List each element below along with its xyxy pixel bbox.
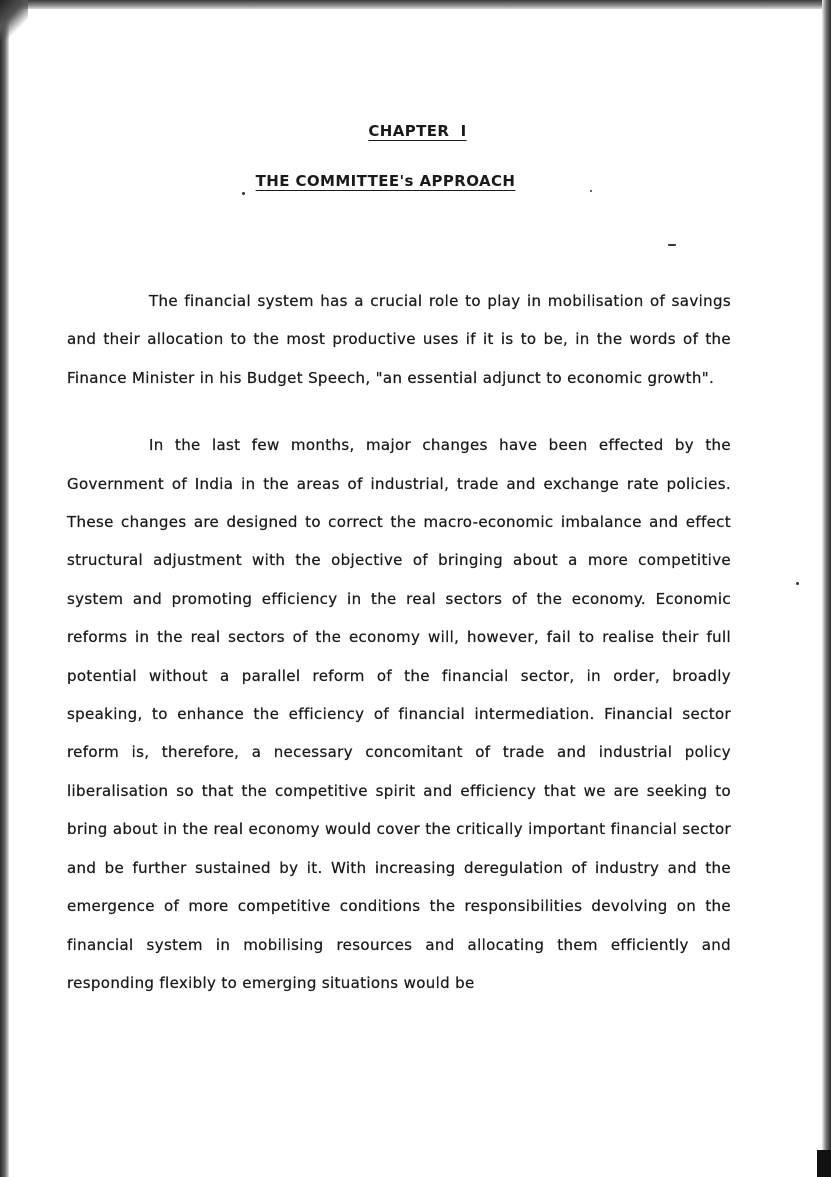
chapter-title: THE COMMITTEE's APPROACH: [255, 172, 516, 190]
scan-speck: [590, 190, 592, 192]
scan-corner-shadow: [0, 0, 28, 40]
scan-edge-top: [0, 0, 831, 9]
scan-speck: [242, 192, 245, 195]
chapter-label: CHAPTER I: [368, 122, 467, 140]
scan-speck: [668, 244, 676, 246]
paragraph: The financial system has a crucial role to play in mobilisation of savings and their allocation to the most productive uses if it is to be, in the words of the Finance Minister in his Budget Speech, "an essential adjunct to economic growth".: [67, 292, 731, 387]
scan-edge-mark: [817, 1150, 831, 1177]
scan-speck: [796, 582, 799, 585]
scan-edge-right: [822, 0, 831, 1177]
paragraph: In the last few months, major changes have been effected by the Government of India in the areas of industrial, trade and exchange rate policies. These changes are designed to correct the macro-economic imbalance and effect structural adjustment with the objective of bringing about a more competitive system and promoting efficiency in the real sectors of the economy. Economic reforms in the real sectors of the economy will, however, fail to realise their full potential without a parallel reform of the financial sector, in order, broadly speaking, to enhance the efficiency of financial intermediation. Financial sector reform is, therefore, a necessary concomitant of trade and industrial policy liberalisation so that the competitive spirit and efficiency that we are seeking to bring about in the real economy would cover the critically important financial sector and be further sustained by it. With increasing deregulation of industry and the emergence of more competitive conditions the responsibilities devolving on the financial system in mobilising resources and allocating them efficiently and responding flexibly to emerging situations would be: [67, 436, 731, 992]
body-text: [67, 282, 731, 1002]
